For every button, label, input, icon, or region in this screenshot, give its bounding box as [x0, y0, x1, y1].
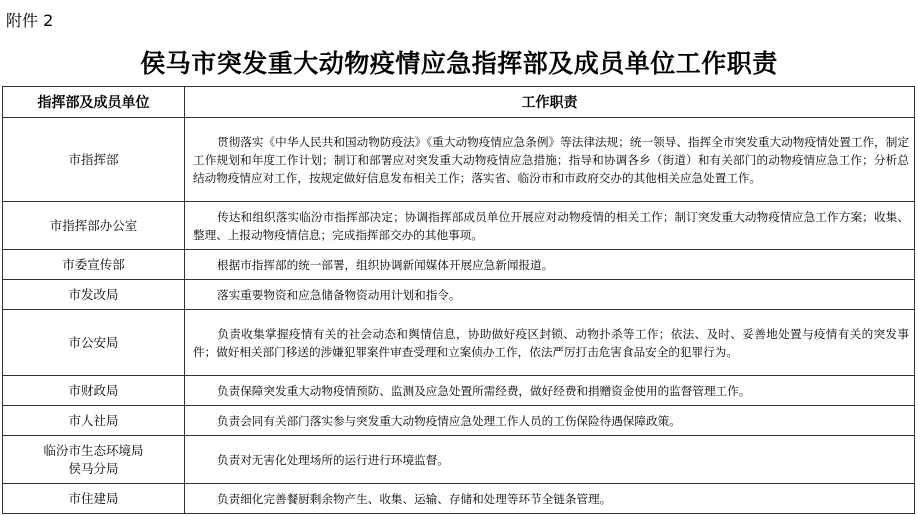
header-duty: 工作职责 [185, 87, 915, 118]
unit-cell: 市公安局 [3, 310, 185, 376]
unit-cell: 市指挥部办公室 [3, 202, 185, 250]
duty-cell [185, 484, 915, 514]
duty-text: 负责细化完善餐厨剩余物产生、收集、运输、存储和处理等环节全链条管理。 [217, 491, 612, 506]
duty-cell [185, 310, 915, 376]
duty-cell [185, 250, 915, 280]
duty-cell [185, 118, 915, 202]
unit-cell: 市财政局 [3, 376, 185, 406]
unit-cell: 市住建局 [3, 484, 185, 514]
unit-cell: 市人社局 [3, 406, 185, 436]
duty-cell [185, 376, 915, 406]
table-row [3, 250, 915, 280]
duty-text: 负责保障突发重大动物疫情预防、监测及应急处置所需经费，做好经费和捐赠资金使用的监督管理工作。 [217, 383, 751, 398]
duty-cell [185, 202, 915, 250]
table-row [3, 436, 915, 484]
duty-text: 贯彻落实《中华人民共和国动物防疫法》《重大动物疫情应急条例》等法律法规；统一领导、指挥全市突发重大动物疫情处置工作，制定工作规划和年度工作计划；制订和部署应对突发重大动物疫情应急措施；指导和协调各乡（街道）和有关部门的动物疫情应急工作；分析总结动物疫情应对工作，按规定做好信息发布相关工作；落实省、临汾市和市政府交办的其他相关应急处置工作。 [193, 134, 909, 185]
table-header-row [3, 87, 915, 118]
annex-label: 附件 2 [6, 11, 54, 30]
duty-table [2, 86, 915, 514]
unit-cell: 市委宣传部 [3, 250, 185, 280]
duty-text: 落实重要物资和应急储备物资动用计划和指令。 [217, 287, 461, 302]
table-row [3, 280, 915, 310]
duty-cell [185, 280, 915, 310]
unit-cell: 市指挥部 [3, 118, 185, 202]
table-row [3, 406, 915, 436]
unit-line-2: 侯马分局 [68, 460, 119, 476]
table-row [3, 118, 915, 202]
document-title: 侯马市突发重大动物疫情应急指挥部及成员单位工作职责 [140, 49, 778, 78]
duty-cell [185, 436, 915, 484]
duty-text: 传达和组织落实临汾市指挥部决定；协调指挥部成员单位开展应对动物疫情的相关工作；制订突发重大动物疫情应急工作方案；收集、整理、上报动物疫情信息；完成指挥部交办的其他事项。 [193, 209, 909, 242]
duty-text: 负责对无害化处理场所的运行进行环境监督。 [217, 452, 449, 467]
unit-cell [3, 436, 185, 484]
duty-text: 负责会同有关部门落实参与突发重大动物疫情应急处理工作人员的工伤保险待遇保障政策。 [217, 413, 681, 428]
table-row [3, 484, 915, 514]
duty-cell [185, 406, 915, 436]
table-row [3, 202, 915, 250]
table-row [3, 376, 915, 406]
duty-text: 负责收集掌握疫情有关的社会动态和舆情信息，协助做好疫区封锁、动物扑杀等工作；依法、及时、妥善地处置与疫情有关的突发事件；做好相关部门移送的涉嫌犯罪案件审查受理和立案侦办工作，依法严厉打击危害食品安全的犯罪行为。 [193, 326, 909, 359]
unit-cell: 市发改局 [3, 280, 185, 310]
header-unit: 指挥部及成员单位 [3, 87, 185, 118]
duty-text: 根据市指挥部的统一部署，组织协调新闻媒体开展应急新闻报道。 [217, 257, 554, 272]
table-row [3, 310, 915, 376]
unit-line-1: 临汾市生态环境局 [43, 442, 144, 458]
